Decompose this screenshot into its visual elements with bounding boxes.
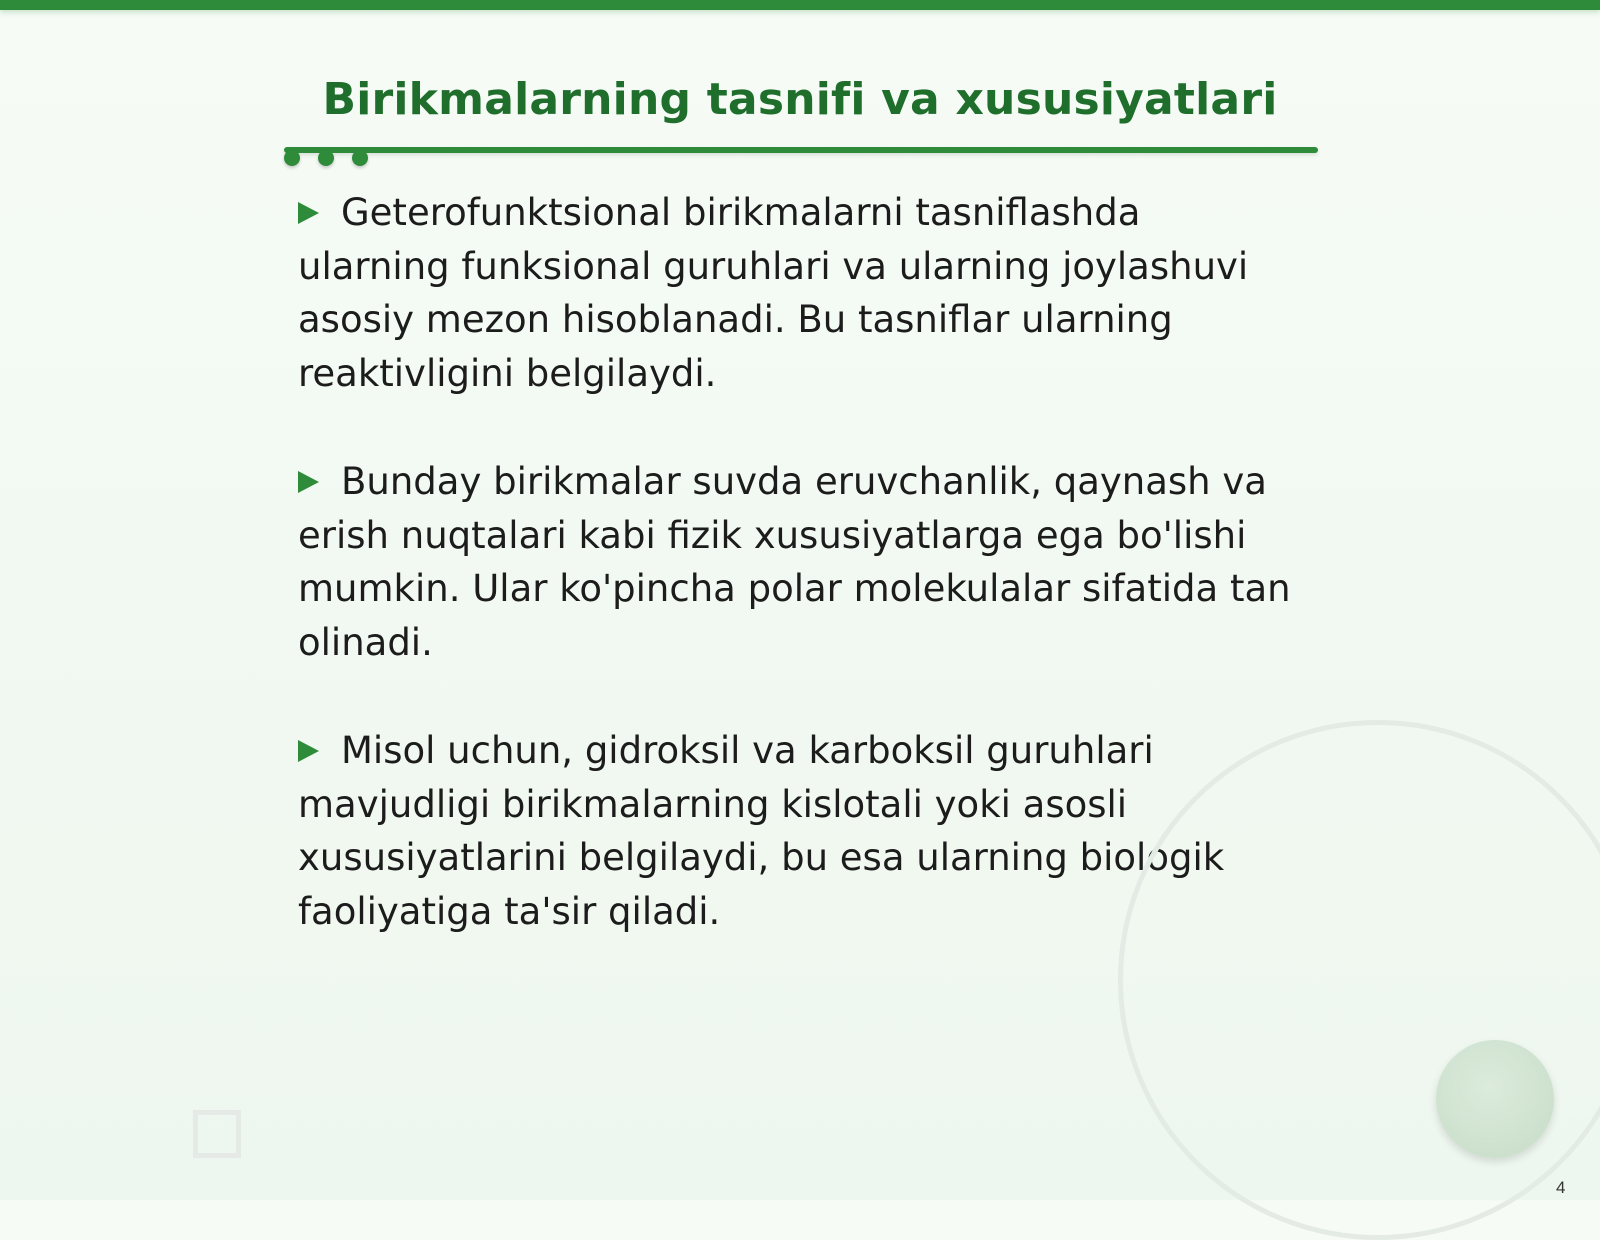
triangle-bullet-icon bbox=[298, 202, 319, 224]
bullet-text-3: Misol uchun, gidroksil va karboksil guruhlari mavjudligi birikmalarning kislotali yoki asosli xususiyatlarini belgilaydi, bu esa ularning biologik faoliyatiga ta'sir qiladi. bbox=[298, 729, 1225, 933]
triangle-bullet-icon bbox=[298, 740, 319, 762]
triangle-bullet-icon bbox=[298, 471, 319, 493]
bullet-item-1 bbox=[298, 186, 1298, 400]
bullet-item-2 bbox=[298, 455, 1298, 669]
decorative-circle bbox=[1436, 1040, 1554, 1158]
title-underline bbox=[284, 147, 1318, 153]
bullet-text-2: Bunday birikmalar suvda eruvchanlik, qaynash va erish nuqtalari kabi fizik xususiyatlarga ega bo'lishi mumkin. Ular ko'pincha polar molekulalar sifatida tan olinadi. bbox=[298, 460, 1291, 664]
top-accent-bar bbox=[0, 0, 1600, 10]
title-dot-1 bbox=[284, 150, 300, 166]
bullet-text-1: Geterofunktsional birikmalarni tasniflashda ularning funksional guruhlari va ularning joylashuvi asosiy mezon hisoblanadi. Bu tasniflar ularning reaktivligini belgilaydi. bbox=[298, 191, 1249, 395]
title-dot-2 bbox=[318, 150, 334, 166]
page-number: 4 bbox=[1556, 1178, 1566, 1197]
decorative-square bbox=[193, 1110, 241, 1158]
title-dot-3 bbox=[352, 150, 368, 166]
slide-title: Birikmalarning tasnifi va xususiyatlari bbox=[322, 74, 1278, 125]
